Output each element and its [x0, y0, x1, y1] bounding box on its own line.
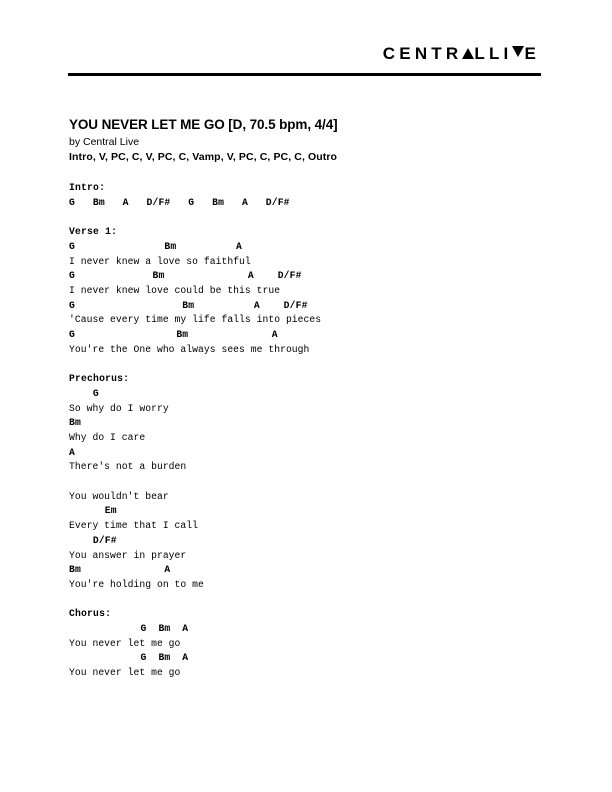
chord-line: G Bm A D/F# G Bm A D/F# — [69, 196, 290, 208]
header-divider — [68, 73, 541, 76]
chord-line: G Bm A — [69, 329, 278, 341]
lyric-line: Every time that I call — [69, 520, 198, 532]
chord-line: G — [69, 387, 99, 399]
section-spacer — [69, 593, 549, 608]
document-content — [69, 116, 549, 681]
section-heading: Prechorus: — [69, 373, 130, 385]
page-title: YOU NEVER LET ME GO [D, 70.5 bpm, 4/4] — [69, 117, 338, 132]
chord-line: Em — [69, 505, 117, 517]
lyric-line: You wouldn't bear — [69, 490, 169, 502]
central-live-logo — [383, 44, 540, 64]
chord-line: Bm A — [69, 564, 171, 576]
lyric-line: 'Cause every time my life falls into pieces — [69, 314, 322, 326]
lyric-line: Why do I care — [69, 431, 146, 443]
logo-triangle-up-icon — [462, 48, 474, 59]
chord-line: G Bm A D/F# — [69, 270, 302, 282]
chord-line: G Bm A — [69, 240, 242, 252]
section-heading: Verse 1: — [69, 226, 118, 238]
chord-line: D/F# — [69, 534, 117, 546]
logo-text-after: E — [524, 44, 540, 63]
song-arrangement: Intro, V, PC, C, V, PC, C, Vamp, V, PC, C, PC, C, Outro — [69, 151, 338, 163]
section-heading: Chorus: — [69, 608, 112, 620]
logo-text-before: CENTR — [382, 44, 463, 63]
logo-triangle-down-icon — [512, 46, 524, 57]
chord-line: Bm — [69, 417, 81, 429]
lyric-line: So why do I worry — [69, 402, 169, 414]
chord-chart-body — [69, 181, 549, 681]
lyric-line: You never let me go — [69, 667, 181, 679]
blank-line — [69, 475, 549, 490]
section-spacer — [69, 210, 549, 225]
chord-line: G Bm A — [69, 623, 189, 635]
song-author: by Central Live — [69, 136, 140, 148]
logo-text-middle: LLI — [474, 44, 513, 63]
lyric-line: You're the One who always sees me through — [69, 343, 310, 355]
lyric-line: You answer in prayer — [69, 549, 187, 561]
lyric-line: You're holding on to me — [69, 578, 204, 590]
lyric-line: You never let me go — [69, 637, 181, 649]
chord-line: G Bm A D/F# — [69, 299, 308, 311]
lyric-line: I never knew a love so faithful — [69, 255, 251, 267]
section-heading: Intro: — [69, 182, 106, 193]
chord-line: G Bm A — [69, 652, 189, 664]
lyric-line: There's not a burden — [69, 461, 187, 473]
lyric-line: I never knew love could be this true — [69, 284, 281, 296]
chord-line: A — [69, 446, 75, 458]
section-spacer — [69, 357, 549, 372]
